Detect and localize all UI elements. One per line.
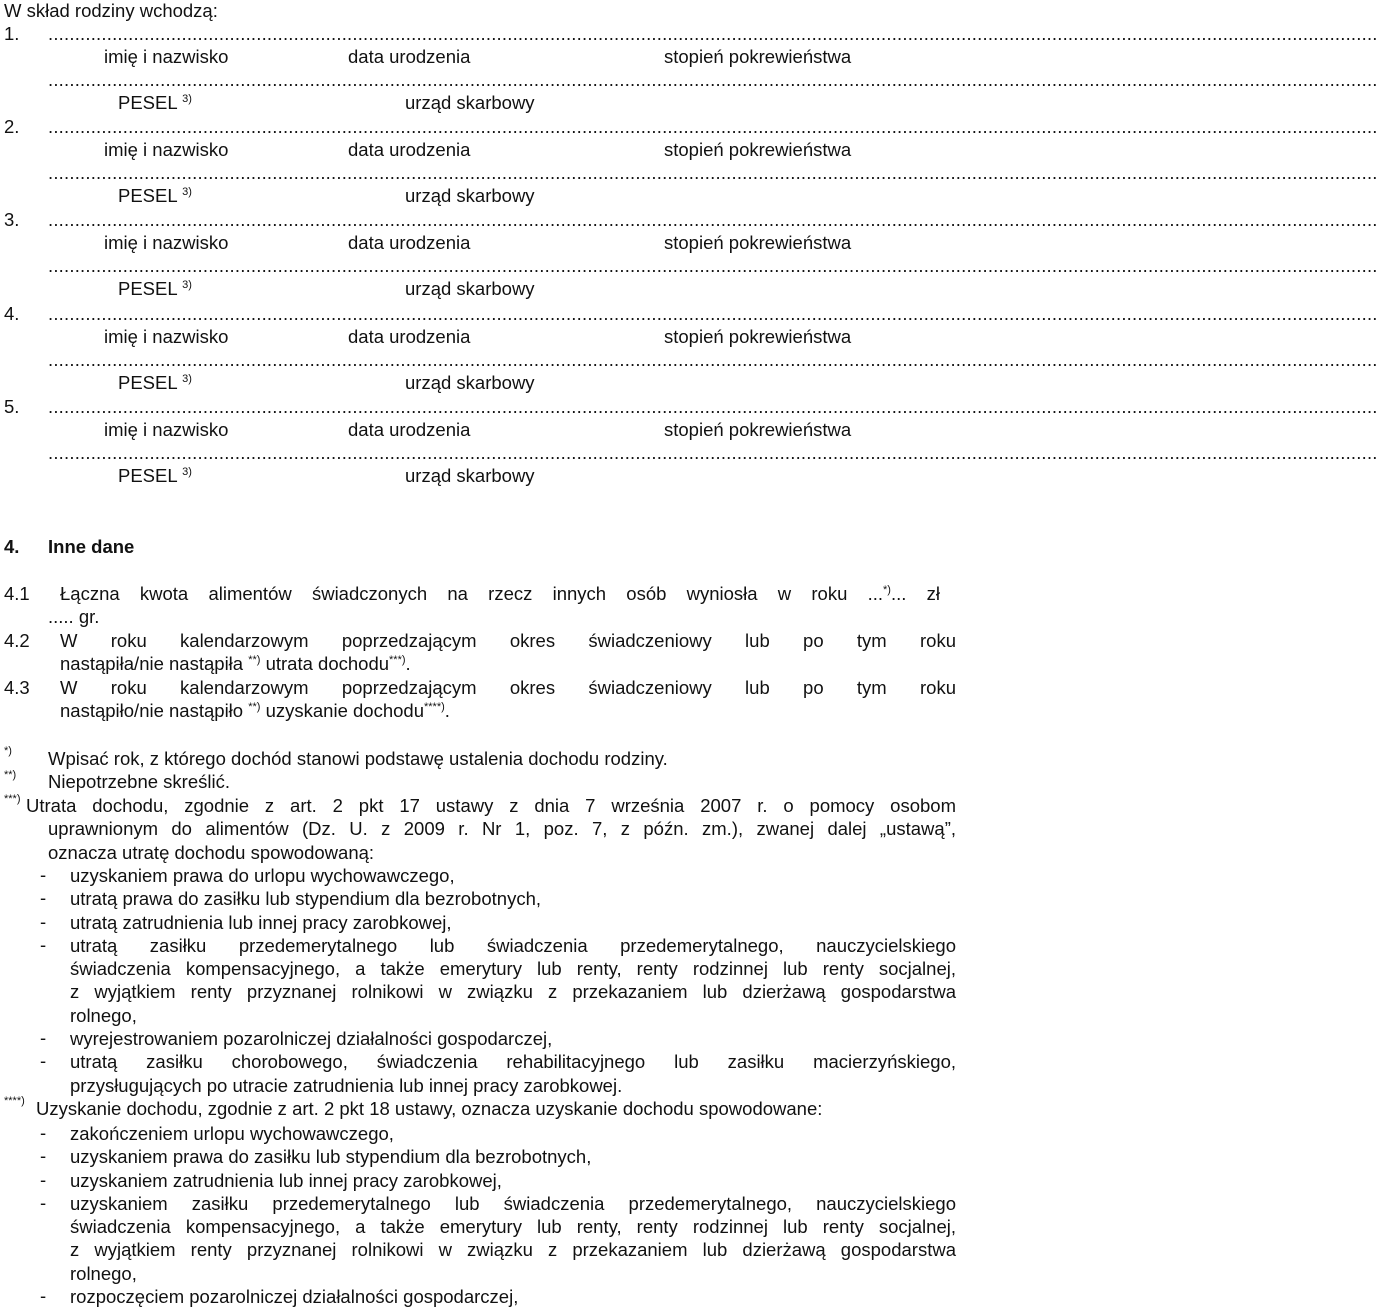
alimony-text: Łączna kwota alimentów świadczonych na rzecz innych osób wyniosła w roku ... (60, 583, 884, 604)
income-loss-line1: W roku kalendarzowym poprzedzającym okres świadczeniowy lub po tym roku (60, 630, 956, 651)
tax-office-label: urząd skarbowy (405, 92, 535, 113)
member-number: 1. (4, 23, 20, 44)
footnote-year-text: Wpisać rok, z którego dochód stanowi podstawę ustalenia dochodu rodziny. (48, 748, 668, 769)
item-number: 4.1 (4, 583, 30, 604)
item-number: 4.2 (4, 630, 30, 651)
list-item-line: uzyskaniem prawa do zasiłku lub stypendium dla bezrobotnych, (70, 1146, 592, 1168)
list-item-line: z wyjątkiem renty przyznanej rolnikowi w związku z przekazaniem lub dzierżawą gospodarstwa (70, 1239, 956, 1261)
income-loss-line2[interactable] (60, 653, 411, 675)
relation-label: stopień pokrewieństwa (664, 46, 852, 67)
list-item-line: uzyskaniem prawa do urlopu wychowawczego, (70, 865, 455, 886)
footnote-mark: **) (4, 769, 17, 781)
pesel-text: PESEL (118, 464, 177, 486)
member-name-field[interactable]: ......................................................................................................................................................................................................................................................... (48, 395, 1378, 417)
list-item-line: zakończeniem urlopu wychowawczego, (70, 1123, 394, 1144)
list-item-line: świadczenia kompensacyjnego, a także emerytury lub renty, renty rodzinnej lub renty socjalnej, (70, 958, 956, 980)
list-item (70, 887, 956, 910)
bullet-dash: - (40, 1145, 47, 1167)
member-pesel-field[interactable]: ......................................................................................................................................................................................................................................................... (48, 441, 1378, 463)
period: . (405, 653, 411, 674)
dob-label: data urodzenia (348, 232, 471, 254)
list-item-line: utratą zasiłku chorobowego, świadczenia rehabilitacyjnego lub zasiłku macierzyńskiego, (70, 1051, 956, 1073)
member-pesel-field[interactable]: ......................................................................................................................................................................................................................................................... (48, 255, 1378, 277)
list-item-line: rolnego, (70, 1262, 137, 1284)
alimony-gr[interactable]: ..... gr. (48, 606, 100, 627)
bullet-dash: - (40, 1050, 47, 1072)
definition-line: oznacza utratę dochodu spowodowaną: (48, 841, 375, 863)
footnote-mark: *) (4, 745, 12, 757)
tax-office-label: urząd skarbowy (405, 278, 535, 300)
list-item (70, 1145, 956, 1168)
definition-line: Utrata dochodu, zgodnie z art. 2 pkt 17 ustawy z dnia 7 września 2007 r. o pomocy osobom (26, 795, 956, 816)
relation-label: stopień pokrewieństwa (664, 325, 852, 347)
footnote-ref: 3) (182, 465, 192, 478)
list-item (70, 934, 956, 1027)
member-number: 5. (4, 395, 20, 417)
pesel-label (118, 465, 192, 487)
name-label: imię i nazwisko (104, 418, 229, 440)
list-item (70, 1122, 956, 1145)
list-item (70, 911, 956, 934)
member-number: 3. (4, 209, 20, 231)
relation-label: stopień pokrewieństwa (664, 232, 852, 254)
bullet-dash: - (40, 1168, 47, 1190)
list-item (70, 864, 956, 887)
section-title: Inne dane (48, 536, 135, 557)
relation-label: stopień pokrewieństwa (664, 139, 852, 161)
list-item-line: uzyskaniem zatrudnienia lub innej pracy zarobkowej, (70, 1169, 502, 1191)
list-item (70, 1169, 956, 1192)
income-gain-line2[interactable] (60, 700, 450, 722)
list-item-line: rozpoczęciem pozarolniczej działalności gospodarczej, (70, 1286, 519, 1308)
name-label: imię i nazwisko (104, 139, 229, 161)
section-number: 4. (4, 536, 20, 557)
name-label: imię i nazwisko (104, 232, 229, 254)
member-name-field[interactable]: ......................................................................................................................................................................................................................................................... (48, 209, 1378, 231)
family-intro: W skład rodziny wchodzą: (4, 0, 218, 21)
footnote-strike-text: Niepotrzebne skreślić. (48, 771, 230, 792)
member-pesel-field[interactable]: ......................................................................................................................................................................................................................................................... (48, 69, 1378, 90)
list-item-line: utratą zasiłku przedemerytalnego lub świadczenia przedemerytalnego, nauczycielskiego (70, 934, 956, 956)
bullet-dash: - (40, 933, 47, 955)
list-item (70, 1027, 956, 1050)
bullet-dash: - (40, 1285, 47, 1307)
dob-label: data urodzenia (348, 418, 471, 440)
footnote-ref: 3) (182, 92, 192, 105)
alimony-zl: ... zł (890, 583, 940, 604)
name-label: imię i nazwisko (104, 325, 229, 347)
pesel-text: PESEL (118, 185, 177, 207)
list-item (70, 1050, 956, 1097)
bullet-dash: - (40, 910, 47, 932)
list-item (70, 1285, 956, 1308)
bullet-dash: - (40, 864, 47, 885)
footnote-ref: *) (883, 583, 891, 596)
list-item-line: uzyskaniem zasiłku przedemerytalnego lub świadczenia przedemerytalnego, nauczycielskiego (70, 1192, 956, 1214)
dob-label: data urodzenia (348, 46, 471, 67)
period: . (444, 700, 450, 721)
footnote-ref: 3) (182, 372, 192, 385)
member-pesel-field[interactable]: ......................................................................................................................................................................................................................................................... (48, 162, 1378, 184)
member-name-field[interactable]: ......................................................................................................................................................................................................................................................... (48, 23, 1378, 44)
name-label: imię i nazwisko (104, 46, 229, 67)
member-number: 4. (4, 302, 20, 324)
member-number: 2. (4, 116, 20, 138)
footnote-income-loss-definition (26, 794, 956, 864)
footnote-ref: **) (248, 653, 261, 666)
footnote-ref: ***) (389, 653, 406, 666)
tax-office-label: urząd skarbowy (405, 464, 535, 486)
income-gain-line1: W roku kalendarzowym poprzedzającym okres świadczeniowy lub po tym roku (60, 677, 956, 698)
list-item-line: rolnego, (70, 1004, 137, 1026)
bullet-dash: - (40, 1191, 47, 1213)
relation-label: stopień pokrewieństwa (664, 418, 852, 440)
list-item-line: przysługujących po utracie zatrudnienia lub innej pracy zarobkowej. (70, 1074, 623, 1096)
income-gain-text: uzyskanie dochodu (265, 700, 424, 721)
list-item-line: z wyjątkiem renty przyznanej rolnikowi w związku z przekazaniem lub dzierżawą gospodarstwa (70, 981, 956, 1003)
footnote-income-gain-definition: Uzyskanie dochodu, zgodnie z art. 2 pkt 18 ustawy, oznacza uzyskanie dochodu spowodowane: (36, 1098, 823, 1119)
footnote-ref: 3) (182, 279, 192, 292)
item-number: 4.3 (4, 677, 30, 698)
list-item-line: utratą zatrudnienia lub innej pracy zarobkowej, (70, 911, 452, 933)
member-pesel-field[interactable]: ......................................................................................................................................................................................................................................................... (48, 348, 1378, 370)
pesel-label (118, 278, 192, 300)
dob-label: data urodzenia (348, 325, 471, 347)
pesel-label (118, 372, 192, 394)
footnote-ref: **) (248, 700, 261, 713)
list-item (70, 1192, 956, 1285)
member-name-field[interactable]: ......................................................................................................................................................................................................................................................... (48, 302, 1378, 324)
dob-label: data urodzenia (348, 139, 471, 161)
tax-office-label: urząd skarbowy (405, 371, 535, 393)
pesel-text: PESEL (118, 92, 177, 113)
list-item-line: utratą prawa do zasiłku lub stypendium dla bezrobotnych, (70, 888, 541, 910)
footnote-mark: ***) (4, 793, 21, 805)
footnote-ref: ****) (423, 700, 445, 713)
definition-line: uprawnionym do alimentów (Dz. U. z 2009 r. Nr 1, poz. 7, z późn. zm.), zwanej dalej „ustawą”, (48, 818, 956, 840)
income-loss-choice: nastąpiła/nie nastąpiła (60, 653, 244, 674)
member-name-field[interactable]: ......................................................................................................................................................................................................................................................... (48, 116, 1378, 138)
pesel-text: PESEL (118, 278, 177, 300)
list-item-line: wyrejestrowaniem pozarolniczej działalności gospodarczej, (70, 1028, 553, 1050)
tax-office-label: urząd skarbowy (405, 185, 535, 207)
alimony-amount-line[interactable] (60, 583, 940, 605)
bullet-dash: - (40, 887, 47, 909)
income-gain-choice: nastąpiło/nie nastąpiło (60, 700, 244, 721)
pesel-text: PESEL (118, 371, 177, 393)
footnote-mark: ****) (4, 1095, 25, 1107)
pesel-label (118, 185, 192, 207)
income-loss-text: utrata dochodu (265, 653, 390, 674)
list-item-line: świadczenia kompensacyjnego, a także emerytury lub renty, renty rodzinnej lub renty socjalnej, (70, 1216, 956, 1238)
footnote-ref: 3) (182, 186, 192, 199)
bullet-dash: - (40, 1027, 47, 1049)
bullet-dash: - (40, 1122, 47, 1143)
pesel-label (118, 92, 192, 114)
